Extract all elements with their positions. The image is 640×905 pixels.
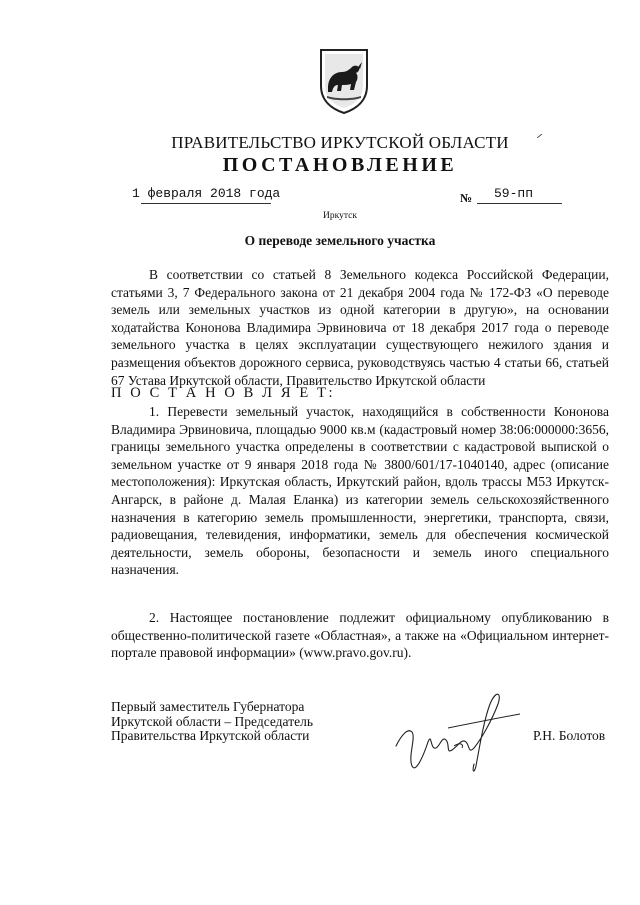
resolves-heading: П О С Т А Н О В Л Я Е Т: — [111, 385, 336, 401]
document-subject: О переводе земельного участка — [244, 233, 436, 248]
coat-of-arms-icon — [318, 48, 370, 114]
position-line: Правительства Иркутской области — [111, 728, 310, 743]
position-line: Первый заместитель Губернатора — [111, 699, 305, 714]
date-underline — [141, 203, 271, 204]
position-line: Иркутской области – Председатель — [111, 713, 313, 729]
document-number: 59-пп — [494, 186, 534, 201]
signatory-position — [111, 700, 313, 744]
city: Иркутск — [323, 211, 357, 221]
handwritten-signature-icon — [388, 684, 528, 776]
item-1-paragraph: 1. Перевести земельный участок, находящийся в собственности Кононова Владимира Эрвиновича, площадью 9000 кв.м (кадастровый номер 38:06:000000:3656, границы земельного участка определены в соответствии с кадастровой выпиской о земельном участке от 9 января 2018 года № 3800/601/17-1040140, адрес (описание местоположения): Иркутская область, Иркутский район, вдоль трассы М53 Иркутск-Ангарск, в районе д. Малая Еланка) из категории земель сельскохозяйственного назначения в категорию земель промышленности, энергетики, транспорта, связи, радиовещания, телевидения, информатики, земель для обеспечения космической деятельности, земель обороны, безопасности и земель иного специального назначения. — [111, 404, 609, 578]
document-date: 1 февраля 2018 года — [132, 186, 281, 201]
preamble-paragraph: В соответствии со статьей 8 Земельного кодекса Российской Федерации, статьями 3, 7 Федерального закона от 21 декабря 2004 года № 172-ФЗ «О переводе земель или земельных участков из одной категории в другую», на основании ходатайства Кононова Владимира Эрвиновича от 18 декабря 2017 года о переводе земельного участка в целях эксплуатации существующего нежилого здания и размещения объектов дорожного сервиса, руководствуясь частью 4 статьи 66, статьей 67 Устава Иркутской области, Правительство Иркутской области — [111, 267, 609, 388]
item-2-paragraph: 2. Настоящее постановление подлежит официальному опубликованию в общественно-политической газете «Областная», а также на «Официальном интернет-портале правовой информации» (www.pravo.gov.ru). — [111, 610, 609, 661]
government-name: ПРАВИТЕЛЬСТВО ИРКУТСКОЙ ОБЛАСТИ — [171, 133, 509, 152]
scan-mark — [537, 134, 543, 138]
number-underline — [477, 203, 562, 204]
document-type: ПОСТАНОВЛЕНИЕ — [222, 154, 458, 176]
signatory-name: Р.Н. Болотов — [533, 728, 606, 743]
number-sign: № — [460, 191, 473, 205]
